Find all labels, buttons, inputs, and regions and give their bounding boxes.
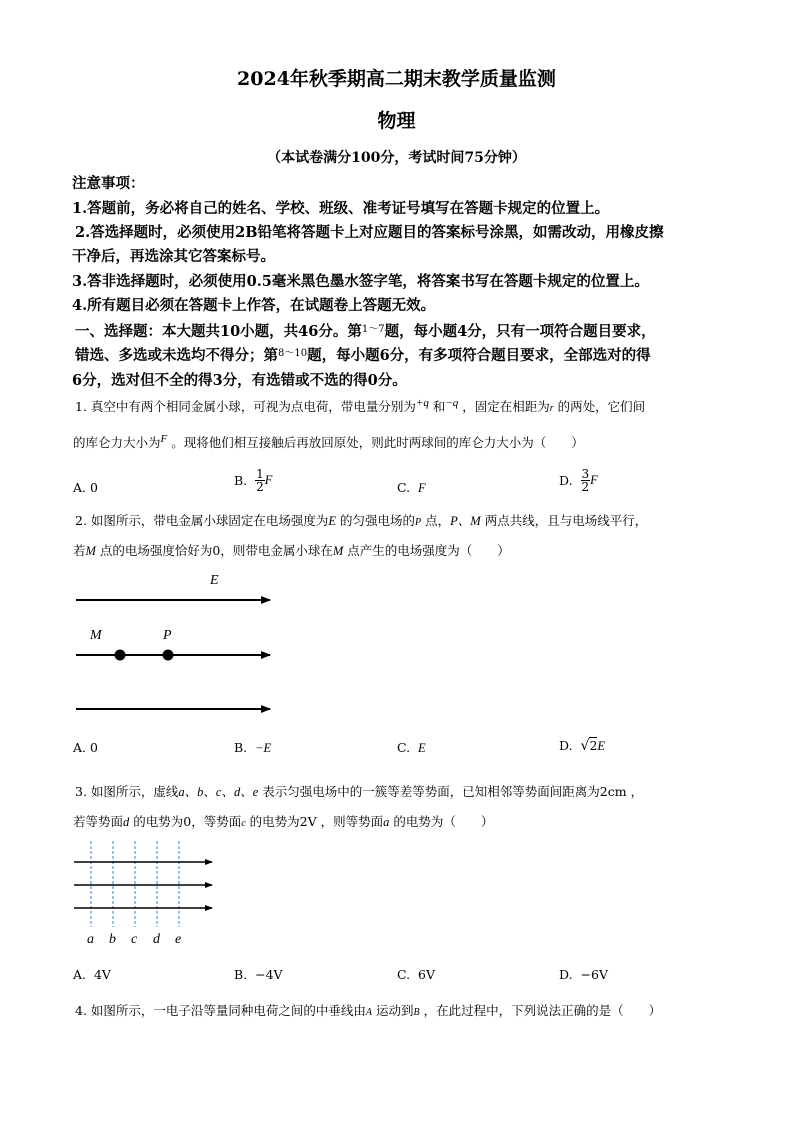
note-item: 2.答选择题时，必须使用2B铅笔将答题卡上对应题目的答案标号涂黑，如需改动，用橡皮擦: [75, 224, 664, 241]
q2-option-c[interactable]: C. E: [397, 740, 426, 755]
subject-title: 物理: [377, 110, 416, 132]
question-3-line1: 3. 如图所示，虚线a、b、c、d、e 表示匀强电场中的一簇等差等势面，已知相邻等势面间距离为2cm ，: [75, 784, 644, 799]
q1-option-a[interactable]: A. 0: [73, 480, 98, 495]
exam-info: （本试卷满分100分，考试时间75分钟）: [267, 150, 526, 166]
section-instructions-line3: 6分，选对但不全的得3分，有选错或不选的得0分。: [72, 372, 407, 389]
label-c: c: [131, 932, 138, 947]
field-label-e: E: [210, 573, 219, 588]
point-m: [115, 650, 126, 661]
question-2-line2: 若M 点的电场强度恰好为0，则带电金属小球在M 点产生的电场强度为（ ）: [73, 543, 510, 558]
question-2-line1: 2. 如图所示，带电金属小球固定在电场强度为E 的匀强电场的P 点，P、M 两点共线，且与电场线平行，: [75, 513, 648, 528]
note-item: 干净后，再选涂其它答案标号。: [72, 248, 275, 265]
q1-option-c[interactable]: C. F: [397, 480, 426, 495]
q2-field-diagram: [0, 560, 300, 720]
q2-option-a[interactable]: A. 0: [73, 740, 98, 755]
section-instructions-line2: 错选、多选或未选均不得分；第$^{8\sim 10}$题，每小题6分，有多项符合题目要求，全部选对的得: [75, 347, 651, 364]
notes-heading: 注意事项：: [72, 175, 145, 192]
note-item: 3.答非选择题时，必须使用0.5毫米黑色墨水签字笔，将答案书写在答题卡规定的位置上。: [72, 273, 649, 290]
label-d: d: [153, 932, 160, 947]
question-3-line2: 若等势面d 的电势为0，等势面c 的电势为2V ，则等势面a 的电势为（ ）: [73, 814, 494, 829]
label-b: b: [109, 932, 116, 947]
page-title: 2024年秋季期高二期末教学质量监测: [237, 68, 556, 90]
q3-option-b[interactable]: B. −4V: [234, 967, 283, 982]
label-e: e: [175, 932, 182, 947]
point-p: [163, 650, 174, 661]
q3-equipotential-diagram: [0, 835, 230, 950]
note-item: 4.所有题目必须在答题卡上作答，在试题卷上答题无效。: [72, 297, 436, 314]
question-1-line2: 的库仑力大小为F 。现将他们相互接触后再放回原处，则此时两球间的库仑力大小为（ ）: [73, 433, 584, 450]
q1-option-d[interactable]: D. $\frac{3}{2}$ F: [559, 467, 598, 494]
point-label-p: P: [163, 628, 172, 643]
note-item: 1.答题前，务必将自己的姓名、学校、班级、准考证号填写在答题卡规定的位置上。: [72, 200, 610, 217]
q3-option-c[interactable]: C. 6V: [397, 967, 436, 982]
q2-option-b[interactable]: B. −E: [234, 740, 272, 755]
q3-option-a[interactable]: A. 4V: [73, 967, 111, 982]
point-label-m: M: [90, 628, 102, 643]
question-4-line1: 4. 如图所示，一电子沿等量同种电荷之间的中垂线由A 运动到B ，在此过程中，下列说法正确的是（ ）: [75, 1003, 662, 1018]
q3-option-d[interactable]: D. −6V: [559, 967, 608, 982]
question-1-line1: 1. 真空中有两个相同金属小球，可视为点电荷，带电量分别为+q 和−q ，固定在相距为r 的两处，它们间: [75, 397, 646, 414]
label-a: a: [87, 932, 94, 947]
q1-option-b[interactable]: B. $\frac{1}{2}$ F: [234, 467, 273, 494]
section-instructions-line1: 一、选择题：本大题共10小题，共46分。第$^{1\sim 7}$题，每小题4分，只有一项符合题目要求，: [75, 323, 656, 340]
q2-option-d[interactable]: D. √2E: [559, 738, 606, 754]
